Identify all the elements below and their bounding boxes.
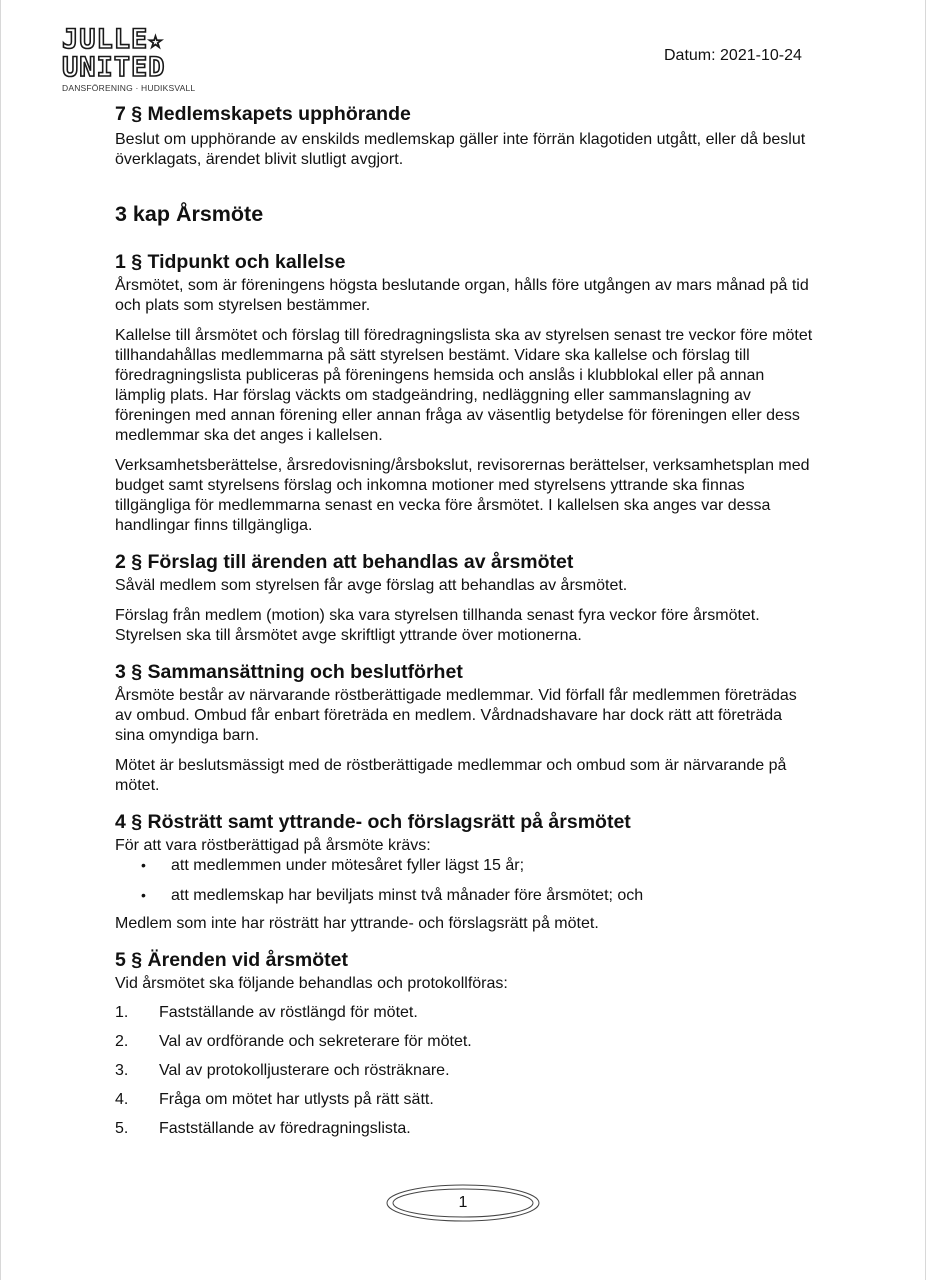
- list-item-text: att medlemskap har beviljats minst två månader före årsmötet; och: [171, 887, 644, 904]
- section-heading-3: 3 § Sammansättning och beslutförhet: [115, 661, 463, 683]
- list-item-text: Val av protokolljusterare och rösträknare.: [159, 1062, 450, 1079]
- list-item-number: 4.: [115, 1091, 129, 1108]
- section-2-paragraph-1: Såväl medlem som styrelsen får avge förslag att behandlas av årsmötet.: [115, 577, 628, 594]
- section-heading-2: 2 § Förslag till ärenden att behandlas av årsmötet: [115, 551, 574, 573]
- section-1-paragraph-1: Årsmötet, som är föreningens högsta beslutande organ, hålls före utgången av mars månad på tid och plats som styrelsen bestämmer.: [115, 277, 809, 314]
- list-item-text: Fastställande av föredragningslista.: [159, 1120, 411, 1137]
- section-4-intro: För att vara röstberättigad på årsmöte krävs:: [115, 837, 431, 854]
- page-edge-left: [0, 0, 1, 1280]
- bullet-icon: •: [141, 857, 146, 873]
- section-heading-7: 7 § Medlemskapets upphörande: [115, 103, 411, 125]
- list-item-number: 3.: [115, 1062, 129, 1079]
- document-date: Datum: 2021-10-24: [664, 47, 802, 64]
- list-item: [115, 1090, 815, 1119]
- agenda-list: [115, 1003, 815, 1148]
- list-item: [115, 1119, 815, 1148]
- club-logo: [62, 24, 196, 93]
- section-2-paragraph-2: Förslag från medlem (motion) ska vara styrelsen tillhanda senast fyra veckor före årsmötet. Styrelsen ska till årsmötet avge skriftligt yttrande över motionerna.: [115, 607, 760, 644]
- logo-line2: UNITED: [62, 52, 166, 83]
- star-icon: ☆: [148, 26, 164, 54]
- list-item-text: att medlemmen under mötesåret fyller lägst 15 år;: [171, 857, 525, 874]
- document-body: [115, 102, 815, 1148]
- logo-tagline: DANSFÖRENING · HUDIKSVALL: [62, 83, 196, 93]
- page-number: 1: [458, 1194, 468, 1211]
- eligibility-list: [115, 856, 815, 914]
- list-item: [115, 856, 815, 886]
- section-3-paragraph-1: Årsmöte består av närvarande röstberättigade medlemmar. Vid förfall får medlemmen företrädas av ombud. Ombud får enbart företräda en medlem. Vårdnadshavare har dock rätt att företräda sina omyndiga barn.: [115, 687, 797, 744]
- section-heading-4: 4 § Rösträtt samt yttrande- och förslagsrätt på årsmötet: [115, 811, 631, 833]
- section-1-paragraph-3: Verksamhetsberättelse, årsredovisning/årsbokslut, revisorernas berättelser, verksamhetsplan med budget samt styrelsens förslag och inkomna motioner med styrelsens yttrande ska finnas tillgängliga för medlemmarna senast en vecka före årsmötet. I kallelsen ska anges var dessa handlingar finns tillgängliga.: [115, 457, 810, 534]
- list-item: [115, 1061, 815, 1090]
- bullet-icon: •: [141, 887, 146, 903]
- list-item-number: 1.: [115, 1004, 129, 1021]
- section-heading-5: 5 § Ärenden vid årsmötet: [115, 949, 348, 971]
- section-4-paragraph-2: Medlem som inte har rösträtt har yttrande- och förslagsrätt på mötet.: [115, 915, 599, 932]
- list-item-number: 5.: [115, 1120, 129, 1137]
- list-item-text: Fastställande av röstlängd för mötet.: [159, 1004, 418, 1021]
- logo-line1: [62, 26, 187, 54]
- chapter-heading: 3 kap Årsmöte: [115, 202, 264, 226]
- list-item-text: Fråga om mötet har utlysts på rätt sätt.: [159, 1091, 434, 1108]
- list-item: [115, 886, 815, 914]
- list-item-text: Val av ordförande och sekreterare för mötet.: [159, 1033, 472, 1050]
- section-1-paragraph-2: Kallelse till årsmötet och förslag till föredragningslista ska av styrelsen senast tre veckor före mötet tillhandahållas medlemmarna på sätt styrelsen bestämt. Vidare ska kallelse och förslag till föredragningslista publiceras på föreningens hemsida och anslås i klubblokal eller på annan lämplig plats. Har förslag väckts om stadgeändring, nedläggning eller sammanslagning av föreningen med annan förening eller annan fråga av väsentlig betydelse för föreningen eller dess medlemmar ska det anges i kallelsen.: [115, 327, 813, 444]
- list-item: [115, 1032, 815, 1061]
- logo-word-julle: JULLE: [62, 24, 149, 55]
- section-3-paragraph-2: Mötet är beslutsmässigt med de röstberättigade medlemmar och ombud som är närvarande på mötet.: [115, 757, 787, 794]
- page-number-badge: [385, 1183, 541, 1223]
- section-heading-1: 1 § Tidpunkt och kallelse: [115, 251, 346, 273]
- section-5-intro: Vid årsmötet ska följande behandlas och protokollföras:: [115, 975, 508, 992]
- list-item: [115, 1003, 815, 1032]
- list-item-number: 2.: [115, 1033, 129, 1050]
- section-7-paragraph: Beslut om upphörande av enskilds medlemskap gäller inte förrän klagotiden utgått, eller då beslut överklagats, ärendet blivit slutligt avgjort.: [115, 131, 806, 168]
